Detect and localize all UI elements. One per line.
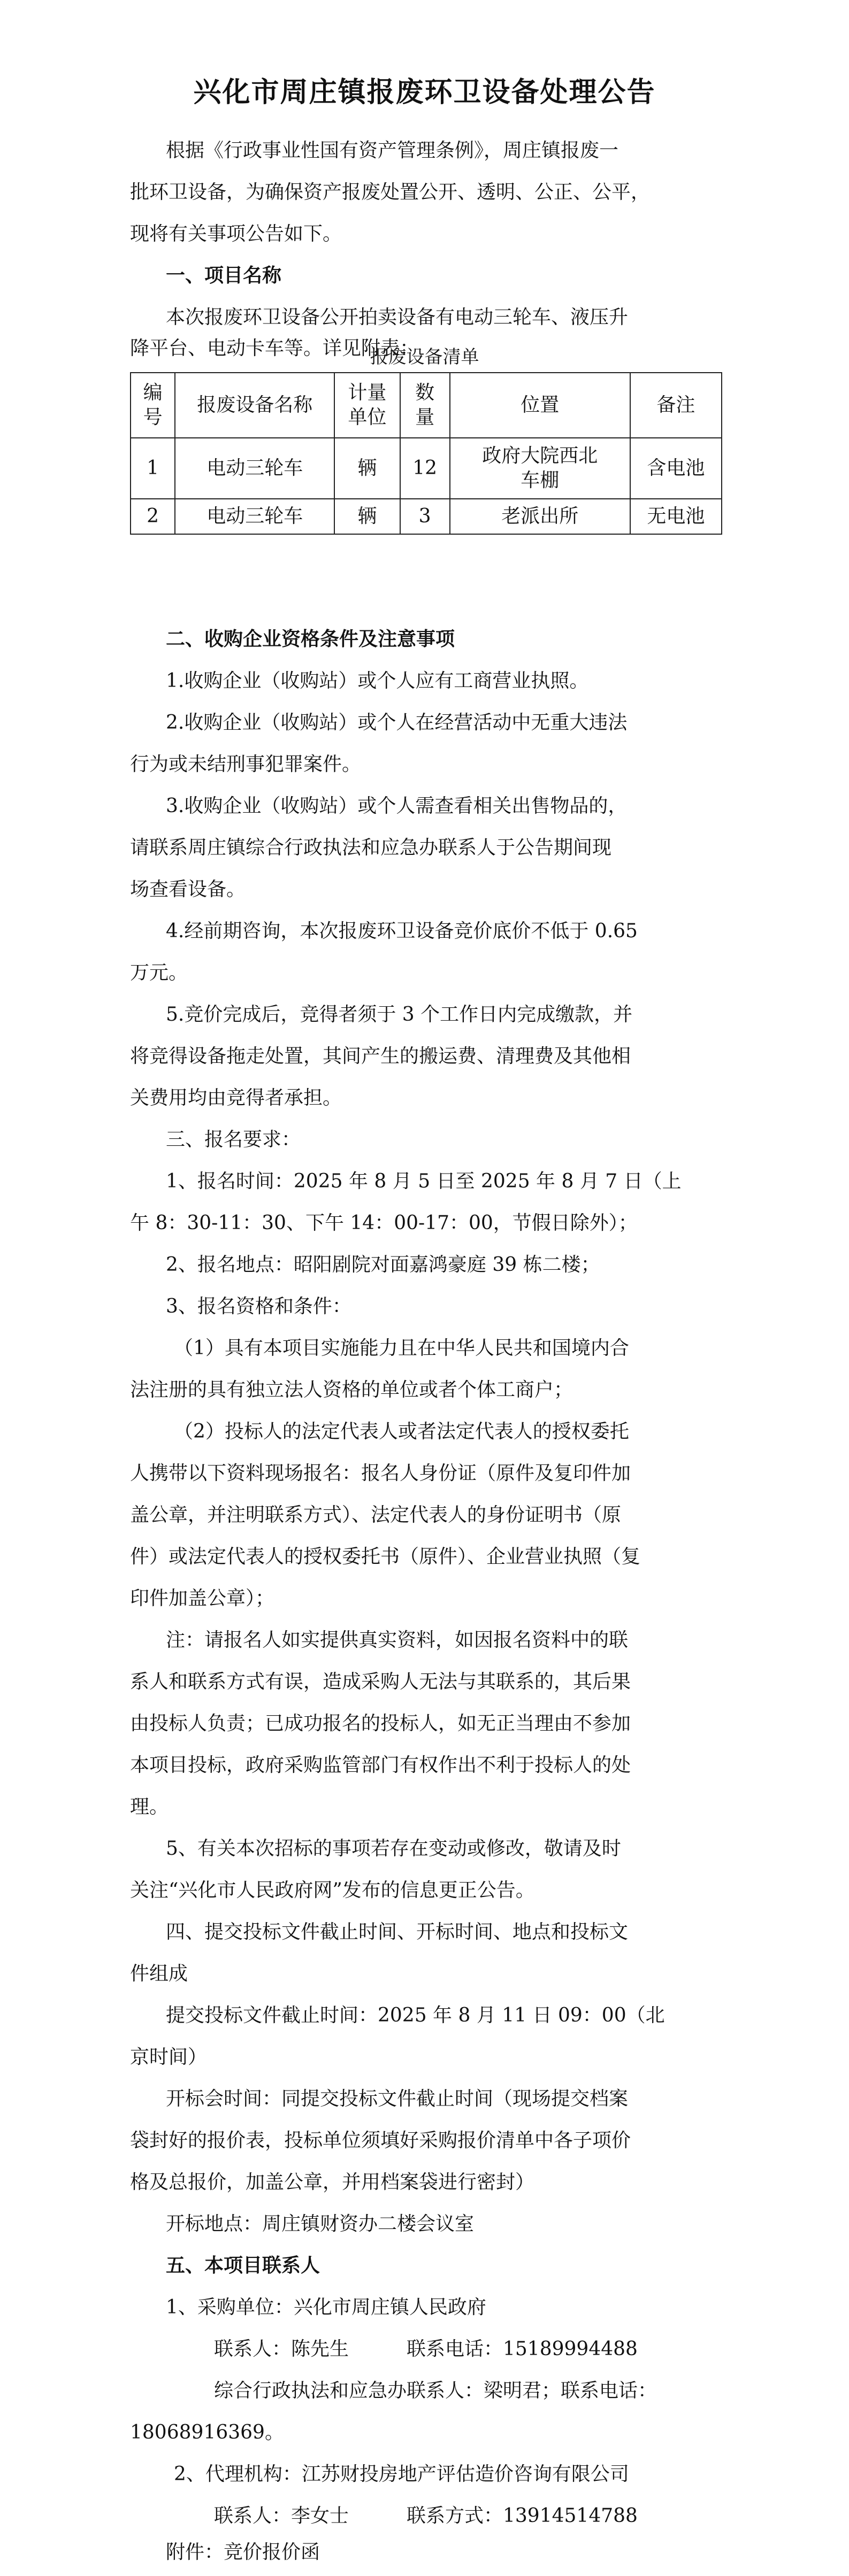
paragraph-line: 2、代理机构：江苏财投房地产评估造价咨询有限公司	[174, 2463, 629, 2485]
section-heading: 四、提交投标文件截止时间、开标时间、地点和投标文	[166, 1921, 629, 1943]
paragraph-line: 理。	[130, 1796, 169, 1818]
cell-number: 2	[131, 499, 175, 534]
paragraph-line: 5、有关本次招标的事项若存在变动或修改，敬请及时	[166, 1838, 621, 1860]
paragraph-line: （2）投标人的法定代表人或者法定代表人的授权委托	[174, 1421, 629, 1443]
table-row	[131, 499, 722, 534]
cell-location: 老派出所	[450, 499, 630, 534]
cell-name: 电动三轮车	[175, 438, 334, 499]
paragraph-line: 综合行政执法和应急办联系人：梁明君；联系电话：	[214, 2380, 657, 2402]
paragraph-line: 格及总报价，加盖公章，并用档案袋进行密封）	[130, 2171, 535, 2193]
paragraph-line: 由投标人负责；已成功报名的投标人，如无正当理由不参加	[130, 1713, 631, 1734]
intro-line: 根据《行政事业性国有资产管理条例》，周庄镇报废一	[166, 140, 619, 161]
paragraph-line: 18068916369。	[130, 2421, 284, 2443]
paragraph-line: 联系人：陈先生 联系电话：15189994488	[214, 2338, 638, 2360]
cell-location: 政府大院西北 车棚	[450, 438, 630, 499]
table-row	[131, 438, 722, 499]
paragraph-line: 盖公章，并注明联系方式）、法定代表人的身份证明书（原	[130, 1504, 622, 1526]
paragraph-line: 行为或未结刑事犯罪案件。	[130, 753, 362, 775]
cell-unit: 辆	[334, 499, 400, 534]
document-title: 兴化市周庄镇报废环卫设备处理公告	[193, 76, 656, 109]
paragraph-line: 2、报名地点：昭阳剧院对面嘉鸿豪庭 39 栋二楼；	[166, 1254, 600, 1276]
header-cell-number: 编 号	[131, 373, 175, 438]
table-header-row	[131, 373, 722, 438]
section-heading: 三、报名要求：	[166, 1129, 301, 1151]
paragraph-line: 开标会时间：同提交投标文件截止时间（现场提交档案	[166, 2088, 629, 2110]
header-cell-unit: 计量 单位	[334, 373, 400, 438]
paragraph-line: 注：请报名人如实提供真实资料，如因报名资料中的联	[166, 1629, 629, 1651]
paragraph-line: 袋封好的报价表，投标单位须填好采购报价清单中各子项价	[130, 2130, 631, 2151]
paragraph-line: 将竞得设备拖走处置，其间产生的搬运费、清理费及其他相	[130, 1045, 631, 1067]
header-cell-remarks: 备注	[630, 373, 722, 438]
paragraph-line: 降平台、电动卡车等。详见附表：	[130, 337, 419, 359]
paragraph-line: 1、报名时间：2025 年 8 月 5 日至 2025 年 8 月 7 日（上	[166, 1170, 682, 1192]
paragraph-line: 本项目投标，政府采购监管部门有权作出不利于投标人的处	[130, 1754, 631, 1776]
paragraph-line: 1.收购企业（收购站）或个人应有工商营业执照。	[166, 670, 589, 692]
paragraph-line: 联系人：李女士 联系方式：13914514788	[214, 2505, 638, 2527]
paragraph-line: （1）具有本项目实施能力且在中华人民共和国境内合	[174, 1337, 629, 1359]
cell-remarks: 无电池	[630, 499, 722, 534]
header-cell-name: 报废设备名称	[175, 373, 334, 438]
paragraph-line: 人携带以下资料现场报名：报名人身份证（原件及复印件加	[130, 1462, 631, 1484]
paragraph-line: 关费用均由竞得者承担。	[130, 1087, 342, 1109]
paragraph-line: 本次报废环卫设备公开拍卖设备有电动三轮车、液压升	[166, 306, 629, 328]
cell-remarks: 含电池	[630, 438, 722, 499]
paragraph-line: 印件加盖公章）；	[130, 1587, 275, 1609]
cell-quantity: 12	[400, 438, 450, 499]
paragraph-line: 午 8：30-11：30、下午 14：00-17：00，节假日除外）；	[130, 1212, 638, 1234]
paragraph-line: 关注“兴化市人民政府网”发布的信息更正公告。	[130, 1879, 535, 1901]
paragraph-line: 1、采购单位：兴化市周庄镇人民政府	[166, 2296, 486, 2318]
attachment-line: 附件：竞价报价函	[166, 2541, 320, 2563]
intro-line: 批环卫设备，为确保资产报废处置公开、透明、公正、公平，	[130, 181, 651, 203]
paragraph-line: 3、报名资格和条件：	[166, 1295, 351, 1317]
paragraph-line: 场查看设备。	[130, 878, 246, 900]
paragraph-line: 开标地点：周庄镇财资办二楼会议室	[166, 2213, 475, 2235]
intro-line: 现将有关事项公告如下。	[130, 223, 342, 245]
equipment-table	[130, 372, 722, 535]
paragraph-line: 法注册的具有独立法人资格的单位或者个体工商户；	[130, 1379, 573, 1401]
paragraph-line: 2.收购企业（收购站）或个人在经营活动中无重大违法	[166, 712, 628, 734]
section-heading: 二、收购企业资格条件及注意事项	[166, 628, 455, 650]
paragraph-line: 件）或法定代表人的授权委托书（原件）、企业营业执照（复	[130, 1546, 641, 1568]
cell-quantity: 3	[400, 499, 450, 534]
section-heading: 件组成	[130, 1963, 188, 1985]
cell-number: 1	[131, 438, 175, 499]
paragraph-line: 请联系周庄镇综合行政执法和应急办联系人于公告期间现	[130, 837, 612, 859]
paragraph-line: 京时间）	[130, 2046, 208, 2068]
paragraph-line: 系人和联系方式有误，造成采购人无法与其联系的，其后果	[130, 1671, 631, 1693]
paragraph-line: 4.经前期咨询，本次报废环卫设备竞价底价不低于 0.65	[166, 920, 638, 942]
header-cell-location: 位置	[450, 373, 630, 438]
paragraph-line: 提交投标文件截止时间：2025 年 8 月 11 日 09：00（北	[166, 2004, 665, 2026]
paragraph-line: 3.收购企业（收购站）或个人需查看相关出售物品的，	[166, 795, 628, 817]
table-caption: 报废设备清单	[370, 346, 479, 368]
paragraph-line: 5.竞价完成后，竞得者须于 3 个工作日内完成缴款，并	[166, 1004, 633, 1025]
section-heading: 五、本项目联系人	[166, 2255, 320, 2277]
cell-name: 电动三轮车	[175, 499, 334, 534]
header-cell-quantity: 数 量	[400, 373, 450, 438]
section-heading: 一、项目名称	[166, 265, 282, 287]
paragraph-line: 万元。	[130, 962, 188, 984]
cell-unit: 辆	[334, 438, 400, 499]
